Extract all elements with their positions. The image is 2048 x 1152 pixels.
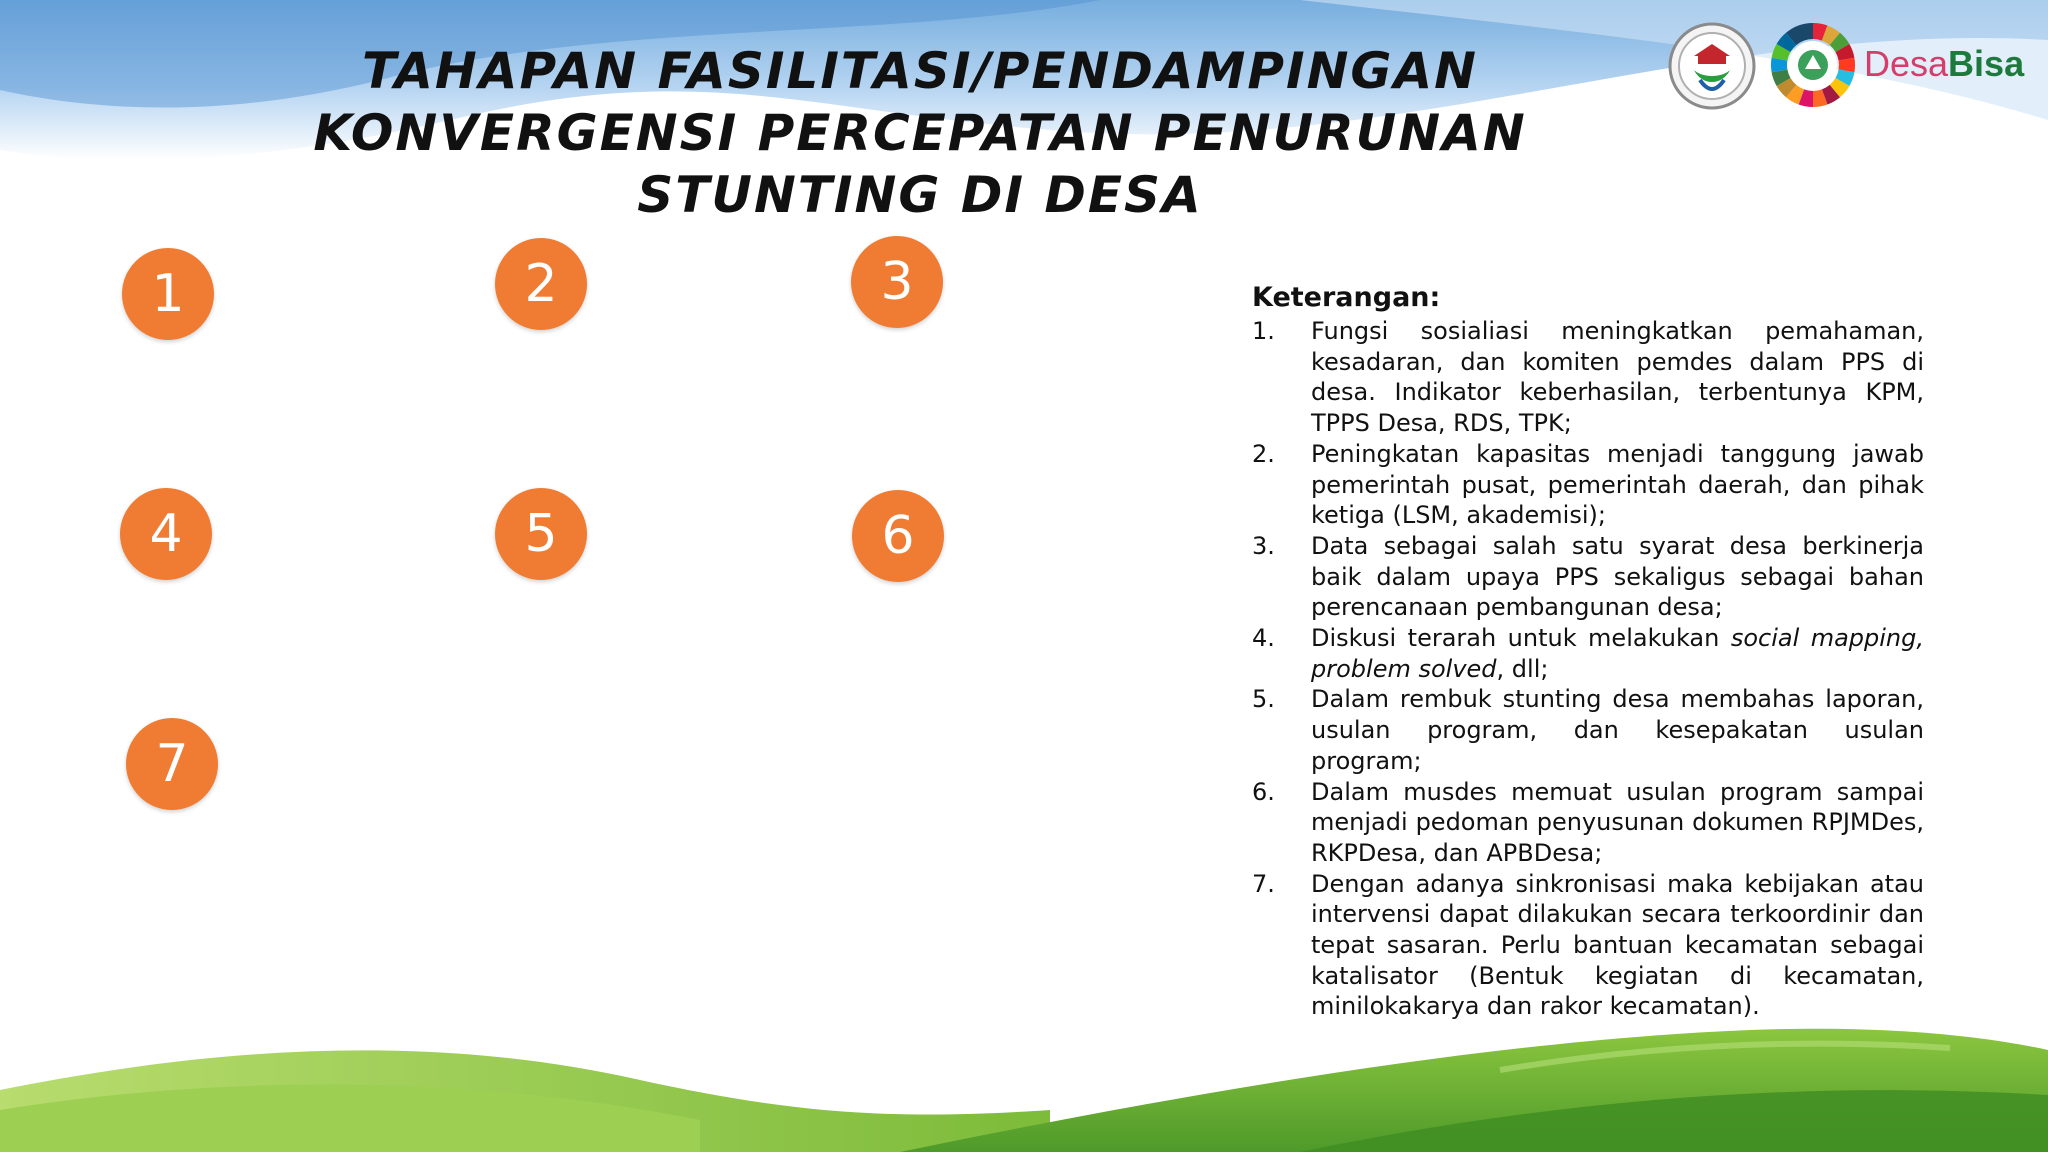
step-circle-3: 3 [851, 236, 943, 328]
keterangan-item-text: Fungsi sosialiasi meningkatkan pemahaman, kesadaran, dan komiten pemdes dalam PPS di desa. Indikator keberhasilan, terbentunya KPM, TPPS Desa, RDS, TPK; [1311, 317, 1924, 438]
keterangan-item-text-before: Diskusi terarah untuk melakukan [1311, 624, 1731, 653]
logo-desa-text: Desa [1864, 43, 1949, 84]
keterangan-item-text-italic: social mapping, problem solved [1311, 624, 1924, 683]
keterangan-item-4 [1252, 623, 1924, 684]
step-circle-1: 1 [122, 248, 214, 340]
kemendes-emblem-icon [1668, 22, 1756, 110]
step-circle-7: 7 [126, 718, 218, 810]
logo-group [1668, 18, 2034, 110]
keterangan-item-text: Peningkatan kapasitas menjadi tanggung jawab pemerintah pusat, pemerintah daerah, dan pihak ketiga (LSM, akademisi); [1311, 439, 1924, 530]
keterangan-item-number: 6. [1252, 777, 1275, 806]
keterangan-item-text: Data sebagai salah satu syarat desa berkinerja baik dalam upaya PPS sekaligus sebagai bahan perencanaan pembangunan desa; [1311, 531, 1924, 622]
keterangan-item-number: 3. [1252, 531, 1275, 560]
keterangan-item-text: Dalam musdes memuat usulan program sampai menjadi pedoman penyusunan dokumen RPJMDes, RKPDesa, dan APBDesa; [1311, 777, 1924, 867]
keterangan-item-5 [1252, 684, 1924, 776]
keterangan-list [1252, 316, 1924, 1022]
keterangan-item-text: Dalam rembuk stunting desa membahas laporan, usulan program, dan kesepakatan usulan program; [1311, 685, 1924, 775]
keterangan-item-text-after: , dll; [1496, 654, 1549, 683]
keterangan-item-7 [1252, 869, 1924, 1023]
keterangan-item-number: 4. [1252, 624, 1275, 653]
slide-title [300, 40, 1540, 226]
keterangan-item-6 [1252, 777, 1924, 869]
title-line-1: TAHAPAN FASILITASI/PENDAMPINGAN [361, 42, 1479, 100]
step-circle-5: 5 [495, 488, 587, 580]
step-circle-4: 4 [120, 488, 212, 580]
keterangan-panel [1252, 278, 1924, 1022]
step-circle-2: 2 [495, 238, 587, 330]
keterangan-item-1 [1252, 316, 1924, 439]
keterangan-item-3 [1252, 531, 1924, 623]
title-line-3: STUNTING DI DESA [637, 166, 1203, 224]
keterangan-item-number: 2. [1252, 439, 1275, 468]
keterangan-item-number: 7. [1252, 869, 1275, 898]
keterangan-item-number: 5. [1252, 685, 1275, 714]
desabisa-logo-text [1864, 40, 2024, 88]
title-line-2: KONVERGENSI PERCEPATAN PENURUNAN [313, 104, 1527, 162]
keterangan-item-number: 1. [1252, 317, 1275, 345]
keterangan-item-text: Dengan adanya sinkronisasi maka kebijakan atau intervensi dapat dilakukan secara terkoordinir dan tepat sasaran. Perlu bantuan kecamatan sebagai katalisator (Bentuk kegiatan di kecamatan, minilokakarya dan rakor kecamatan). [1311, 869, 1924, 1021]
logo-bisa-text: Bisa [1948, 43, 2025, 84]
keterangan-item-2 [1252, 439, 1924, 531]
step-circle-6: 6 [852, 490, 944, 582]
keterangan-heading: Keterangan: [1252, 282, 1441, 313]
sdg-wheel-icon [1768, 20, 1858, 110]
